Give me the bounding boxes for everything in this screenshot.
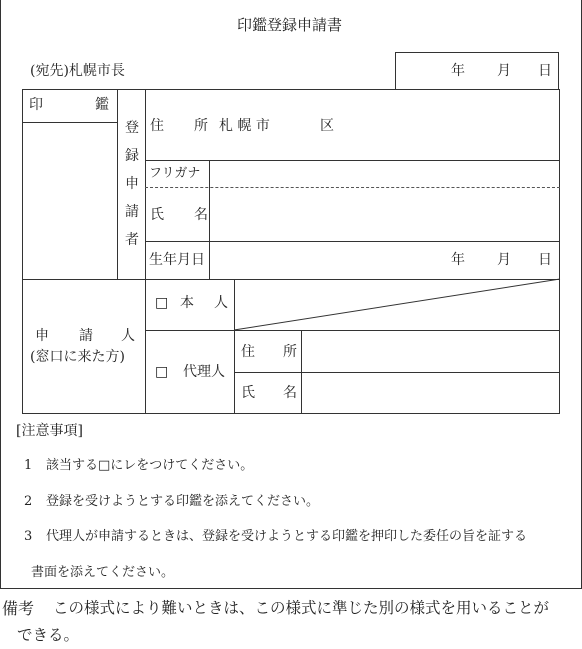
- birthdate-label: 生年月日: [149, 252, 205, 268]
- note-1-number: 1: [24, 458, 33, 473]
- agent-checkbox[interactable]: □: [155, 364, 169, 380]
- furigana-label: フリガナ: [149, 166, 201, 181]
- name-label-left: 氏: [150, 207, 164, 223]
- registrant-char-2: 録: [125, 148, 139, 164]
- birth-day-label: 日: [538, 252, 552, 268]
- requester-char-1: 申: [35, 328, 49, 344]
- agent-name-label-left: 氏: [241, 385, 255, 401]
- note-3-number: 3: [24, 529, 33, 544]
- note-2-number: 2: [24, 494, 33, 509]
- agent-name-label-right: 名: [283, 385, 297, 401]
- address-label-right: 所: [194, 118, 208, 134]
- registrant-char-5: 者: [125, 232, 139, 248]
- agent-address-label-left: 住: [241, 344, 255, 360]
- remarks-line-1: この様式により難いときは、この様式に準じた別の様式を用いることが: [53, 599, 550, 617]
- date-month-label: 月: [497, 63, 511, 79]
- birth-year-label: 年: [451, 252, 465, 268]
- date-day-label: 日: [538, 63, 552, 79]
- note-3-text: 代理人が申請するときは、登録を受けようとする印鑑を押印した委任の旨を証する: [46, 529, 528, 544]
- requester-char-3: 人: [121, 328, 135, 344]
- name-field[interactable]: [212, 190, 557, 238]
- requester-note: (窓口に来た方): [30, 349, 125, 365]
- remarks-line-2: できる。: [17, 626, 80, 644]
- self-option-b: 人: [214, 295, 228, 311]
- application-date-field[interactable]: [395, 52, 559, 90]
- birth-month-label: 月: [497, 252, 511, 268]
- form-title: 印鑑登録申請書: [237, 16, 343, 34]
- seal-impression-area: [22, 122, 118, 280]
- address-city: 札 幌 市: [219, 118, 270, 134]
- agent-option: 代理人: [183, 364, 225, 380]
- seal-label-right: 鑑: [95, 97, 109, 113]
- agent-name-field[interactable]: [304, 375, 557, 412]
- registrant-char-3: 申: [125, 176, 139, 192]
- agent-address-field[interactable]: [304, 333, 557, 370]
- note-2-text: 登録を受けようとする印鑑を添えてください。: [46, 494, 320, 509]
- date-year-label: 年: [451, 63, 465, 79]
- note-3-continuation: 書面を添えてください。: [31, 565, 175, 580]
- name-label-right: 名: [194, 207, 208, 223]
- self-option-a: 本: [180, 295, 194, 311]
- seal-label-left: 印: [29, 97, 43, 113]
- note-1-text: 該当する□にレをつけてください。: [46, 458, 254, 473]
- address-label-left: 住: [150, 118, 164, 134]
- registrant-char-1: 登: [125, 120, 139, 136]
- addressee: (宛先)札幌市長: [30, 63, 125, 79]
- address-ward: 区: [320, 118, 334, 134]
- remarks-label: 備考: [2, 599, 35, 618]
- requester-char-2: 請: [79, 328, 93, 344]
- registrant-char-4: 請: [125, 204, 139, 220]
- furigana-field[interactable]: [212, 162, 557, 186]
- self-checkbox[interactable]: □: [155, 295, 169, 311]
- notes-heading: [注意事項]: [16, 423, 83, 439]
- agent-address-label-right: 所: [283, 344, 297, 360]
